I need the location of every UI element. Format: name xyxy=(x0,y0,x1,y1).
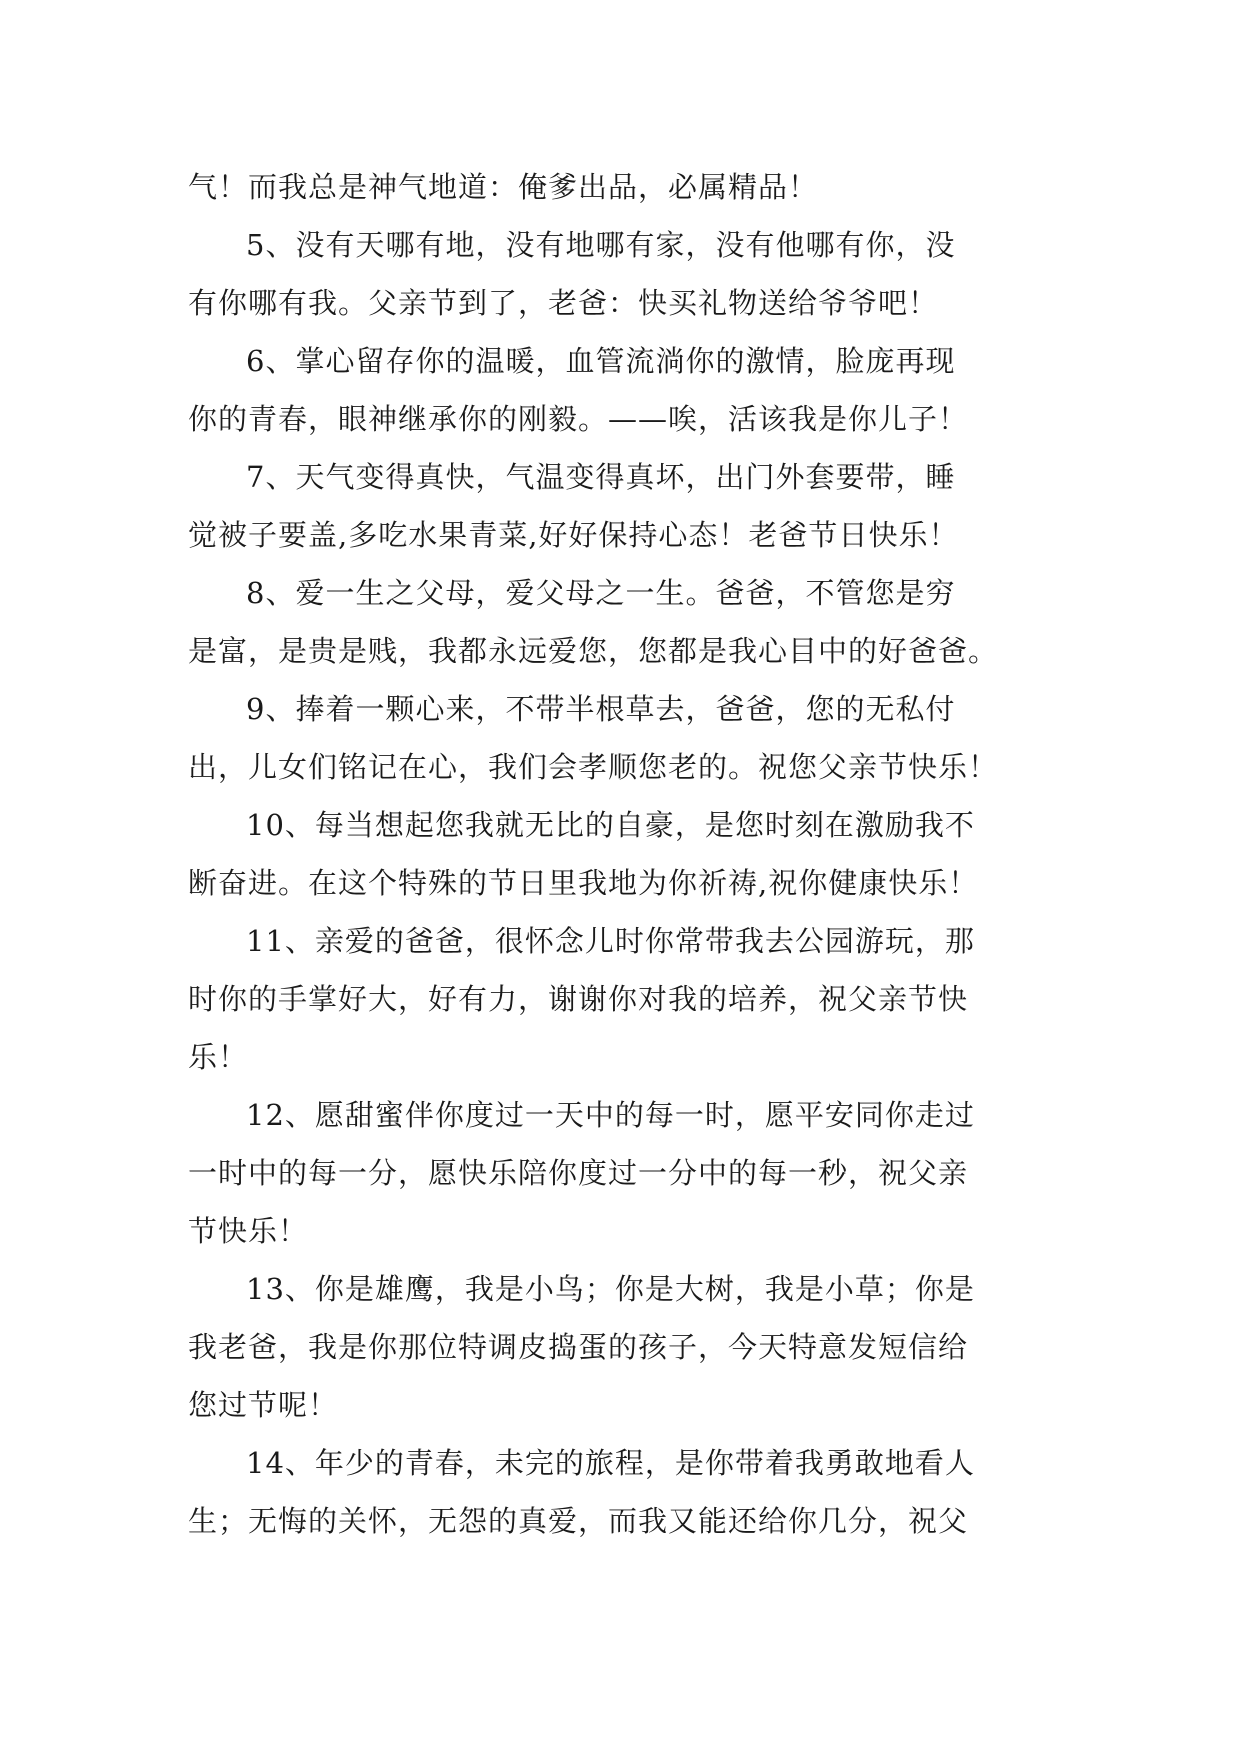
text-line: 觉被子要盖,多吃水果青菜,好好保持心态！老爸节日快乐！ xyxy=(188,518,959,552)
text-line: 您过节呢！ xyxy=(188,1388,339,1422)
text-line: 8、爱一生之父母，爱父母之一生。爸爸，不管您是穷 xyxy=(246,576,956,610)
paragraph xyxy=(188,1434,1060,1550)
text-line: 有你哪有我。父亲节到了，老爸：快买礼物送给爷爷吧！ xyxy=(188,286,939,320)
paragraph xyxy=(188,912,1060,1086)
text-line: 是富，是贵是贱，我都永远爱您，您都是我心目中的好爸爸。 xyxy=(188,634,999,668)
text-line: 6、掌心留存你的温暖，血管流淌你的激情，脸庞再现 xyxy=(246,344,956,378)
document-body xyxy=(188,158,1060,1550)
paragraph xyxy=(188,158,1060,216)
text-line: 14、年少的青春，未完的旅程，是你带着我勇敢地看人 xyxy=(246,1446,975,1480)
paragraph xyxy=(188,216,1060,332)
paragraph xyxy=(188,1086,1060,1260)
text-line: 7、天气变得真快，气温变得真坏，出门外套要带，睡 xyxy=(246,460,956,494)
paragraph xyxy=(188,796,1060,912)
text-line: 11、亲爱的爸爸，很怀念儿时你常带我去公园游玩，那 xyxy=(246,924,975,958)
text-line: 断奋进。在这个特殊的节日里我地为你祈祷,祝你健康快乐！ xyxy=(188,866,979,900)
text-line: 时你的手掌好大，好有力，谢谢你对我的培养，祝父亲节快 xyxy=(188,982,969,1016)
paragraph xyxy=(188,332,1060,448)
paragraph xyxy=(188,448,1060,564)
text-line: 气！而我总是神气地道：俺爹出品，必属精品！ xyxy=(188,170,819,204)
text-line: 节快乐！ xyxy=(188,1214,309,1248)
text-line: 出，儿女们铭记在心，我们会孝顺您老的。祝您父亲节快乐！ xyxy=(188,750,999,784)
text-line: 9、捧着一颗心来，不带半根草去，爸爸，您的无私付 xyxy=(246,692,956,726)
text-line: 我老爸，我是你那位特调皮捣蛋的孩子，今天特意发短信给 xyxy=(188,1330,969,1364)
paragraph xyxy=(188,564,1060,680)
text-line: 13、你是雄鹰，我是小鸟；你是大树，我是小草；你是 xyxy=(246,1272,975,1306)
paragraph xyxy=(188,1260,1060,1434)
text-line: 一时中的每一分，愿快乐陪你度过一分中的每一秒，祝父亲 xyxy=(188,1156,969,1190)
text-line: 12、愿甜蜜伴你度过一天中的每一时，愿平安同你走过 xyxy=(246,1098,975,1132)
text-line: 乐！ xyxy=(188,1040,249,1074)
text-line: 10、每当想起您我就无比的自豪，是您时刻在激励我不 xyxy=(246,808,975,842)
text-line: 5、没有天哪有地，没有地哪有家，没有他哪有你，没 xyxy=(246,228,956,262)
text-line: 生；无悔的关怀，无怨的真爱，而我又能还给你几分，祝父 xyxy=(188,1504,969,1538)
text-line: 你的青春，眼神继承你的刚毅。——唉，活该我是你儿子！ xyxy=(188,402,969,436)
paragraph xyxy=(188,680,1060,796)
